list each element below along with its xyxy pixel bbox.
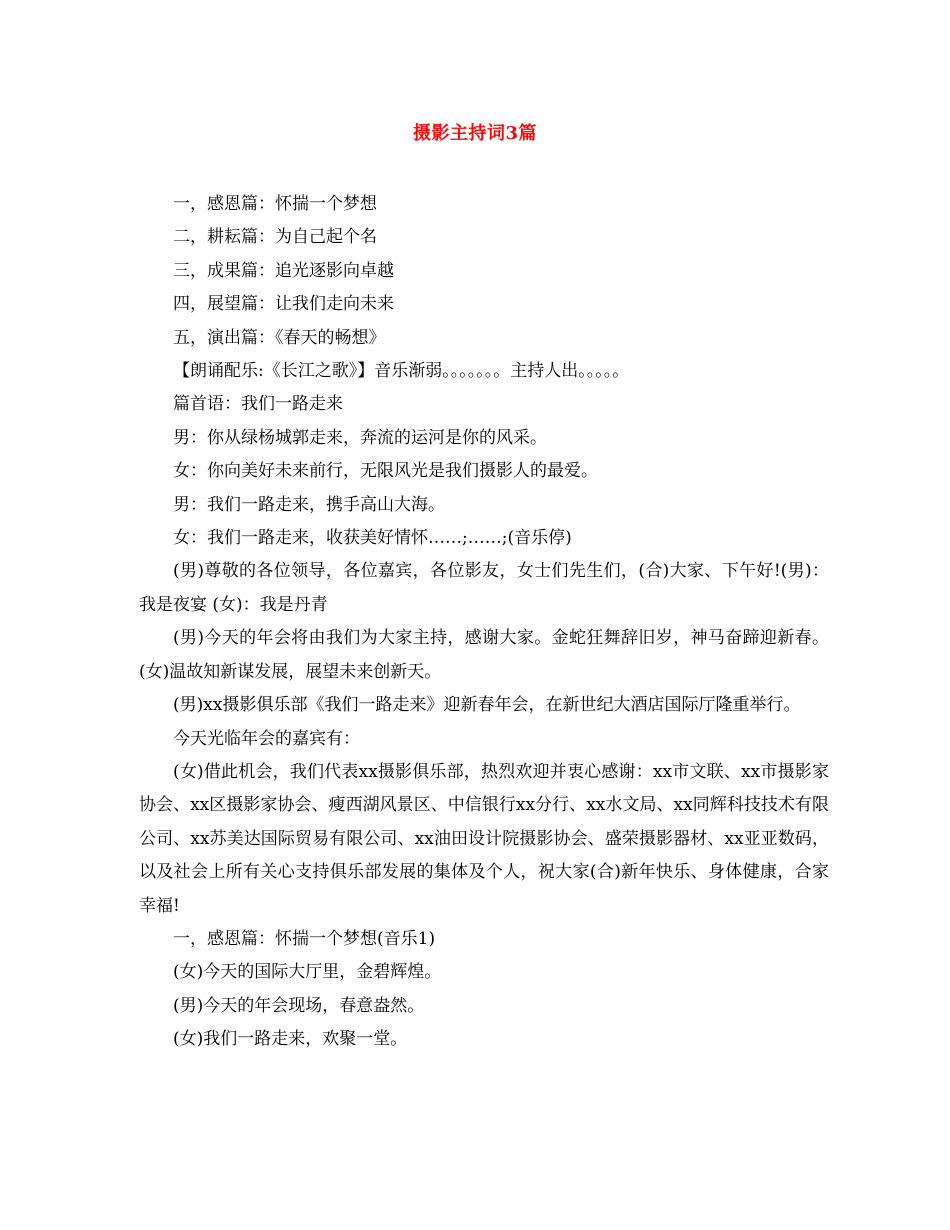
dialogue-line: 女：我们一路走来，收获美好情怀……;……;(音乐停): [173, 528, 572, 549]
section-item-gratitude: 一，感恩篇：怀揣一个梦想: [173, 194, 377, 214]
section-item-performance: 五，演出篇：《春天的畅想》: [173, 327, 386, 348]
document-title: 摄影主持词3篇: [412, 123, 538, 144]
dialogue-line: (男)今天的年会现场，春意盎然。: [173, 995, 425, 1016]
dialogue-line: 男：你从绿杨城郭走来，奔流的运河是你的风采。: [173, 427, 547, 448]
thanks-paragraph: (女)借此机会，我们代表xx摄影俱乐部，热烈欢迎并衷心感谢：xx市文联、xx市摄影家协会、xx区摄影家协会、瘦西湖风景区、中信银行xx分行、xx水文局、xx同辉科技技术有限公司、xx苏美达国际贸易有限公司、xx油田设计院摄影协会、盛荣摄影器材、xx亚亚数码，以及社会上所有关心支持俱乐部发展的集体及个人，祝大家(合)新年快乐、身体健康，合家幸福!: [139, 761, 829, 916]
event-announcement: (男)xx摄影俱乐部《我们一路走来》迎新春年会，在新世纪大酒店国际厅隆重举行。: [173, 695, 801, 716]
dialogue-line: (女)我们一路走来，欢聚一堂。: [173, 1029, 408, 1050]
document-body: [139, 188, 829, 1057]
section-heading-gratitude: 一，感恩篇：怀揣一个梦想(音乐1): [173, 928, 436, 949]
dialogue-line: 男：我们一路走来，携手高山大海。: [173, 494, 445, 515]
section-item-cultivation: 二，耕耘篇：为自己起个名: [173, 227, 377, 248]
opening-paragraph: (男)今天的年会将由我们为大家主持，感谢大家。金蛇狂舞辞旧岁，神马奋蹄迎新春。 (女)温故知新谋发展，展望未来创新天。: [139, 628, 829, 682]
dialogue-line: (女)今天的国际大厅里，金碧辉煌。: [173, 962, 442, 983]
greeting-paragraph: (男)尊敬的各位领导，各位嘉宾，各位影友，女士们先生们，(合)大家、下午好!(男)：我是夜宴 (女)：我是丹青: [139, 561, 829, 615]
recitation-cue: 【朗诵配乐:《长江之歌》】音乐渐弱。。。。。。。主持人出。。。。。: [173, 361, 630, 382]
section-item-achievement: 三，成果篇：追光逐影向卓越: [173, 260, 394, 281]
dialogue-line: 女：你向美好未来前行，无限风光是我们摄影人的最爱。: [173, 461, 598, 482]
section-item-outlook: 四，展望篇：让我们走向未来: [173, 294, 394, 315]
guests-intro: 今天光临年会的嘉宾有：: [173, 728, 360, 749]
prologue-heading: 篇首语：我们一路走来: [173, 394, 343, 415]
